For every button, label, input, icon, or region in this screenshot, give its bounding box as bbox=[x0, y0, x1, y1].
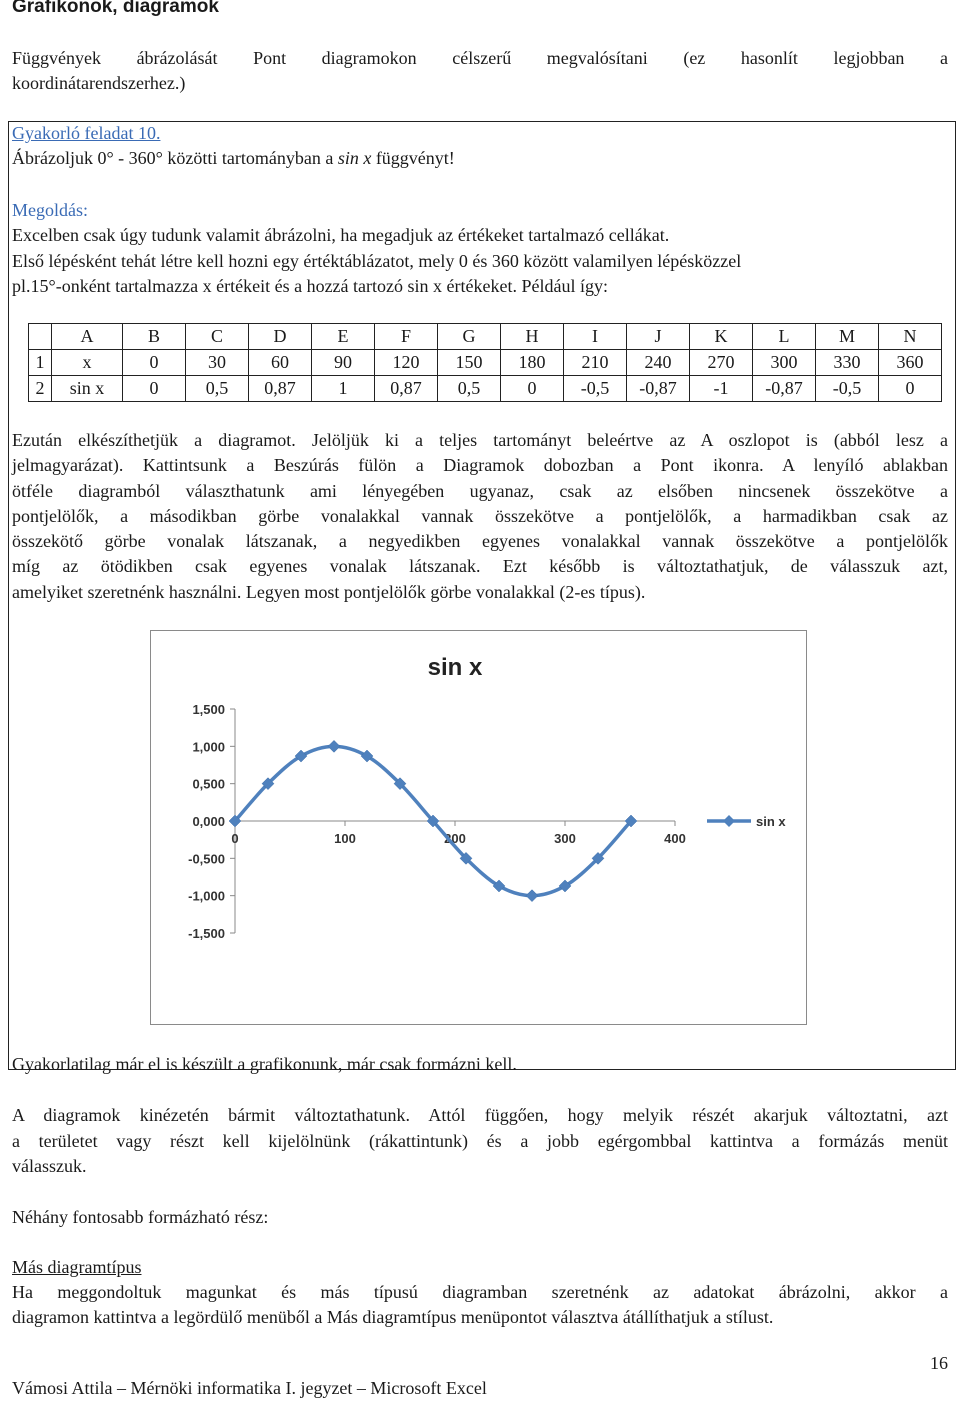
column-header: D bbox=[249, 324, 312, 350]
after-table-line-6: míg az ötödikben csak egyenes vonalak látszanak. Ezt később is változtathatjuk, de válasszuk azt, bbox=[12, 556, 948, 576]
table-cell: 180 bbox=[501, 350, 564, 376]
corner-cell bbox=[29, 324, 52, 350]
table-header-row bbox=[29, 324, 942, 350]
y-tick-label: 0,500 bbox=[192, 776, 225, 792]
x-tick-label: 400 bbox=[664, 831, 686, 846]
column-header: H bbox=[501, 324, 564, 350]
column-header: G bbox=[438, 324, 501, 350]
y-tick-label: 1,000 bbox=[192, 739, 225, 755]
y-tick-label: 1,500 bbox=[192, 702, 225, 717]
after-table-line-2: jelmagyarázat). Kattintsunk a Beszúrás fülön a Diagramok dobozban a Pont ikonra. A lenyíló ablakban bbox=[12, 455, 948, 475]
column-header: K bbox=[690, 324, 753, 350]
intro-line-1: Függvények ábrázolását Pont diagramokon célszerű megvalósítani (ez hasonlít legjobban a bbox=[12, 48, 948, 68]
intro-line-2: koordinátarendszerhez.) bbox=[12, 73, 186, 93]
column-header: N bbox=[879, 324, 942, 350]
table-cell: 0,87 bbox=[375, 376, 438, 402]
table-cell: 0,87 bbox=[249, 376, 312, 402]
after-table-line-7: amelyiket szeretnénk használni. Legyen most pontjelölők görbe vonalakkal (2-es típus). bbox=[12, 582, 646, 602]
para4-line-2: diagramon kattintva a legördülő menüből a Más diagramtípus menüpontot választva átállíthatjuk a stílust. bbox=[12, 1307, 774, 1327]
para2-line-1: A diagramok kinézetén bármit változtathatunk. Attól függően, hogy melyik részét akarjuk változtatni, azt bbox=[12, 1105, 948, 1125]
column-header: J bbox=[627, 324, 690, 350]
legend-label: sin x bbox=[756, 814, 786, 829]
row-number: 2 bbox=[29, 376, 52, 402]
column-header: E bbox=[312, 324, 375, 350]
table-cell: 60 bbox=[249, 350, 312, 376]
table-cell: 210 bbox=[564, 350, 627, 376]
formattable-parts-label: Néhány fontosabb formázható rész: bbox=[12, 1207, 269, 1227]
chart-caption: Gyakorlatilag már el is készült a grafikonunk, már csak formázni kell. bbox=[12, 1054, 517, 1074]
chart-area[interactable] bbox=[150, 630, 807, 1025]
column-header: M bbox=[816, 324, 879, 350]
table-cell: 0 bbox=[879, 376, 942, 402]
data-point-marker bbox=[526, 890, 538, 902]
para2-line-2: a területet vagy részt kell kijelölnünk (rákattintunk) és a jobb egérgombbal kattintva a formázás menüt bbox=[12, 1131, 948, 1151]
after-table-line-5: összekötő görbe vonalak látszanak, a negyedikben egyenes vonalakkal vannak összekötve a pontjelölők bbox=[12, 531, 948, 551]
footer-text: Vámosi Attila – Mérnöki informatika I. jegyzet – Microsoft Excel bbox=[12, 1378, 487, 1398]
table-cell: -0,5 bbox=[816, 376, 879, 402]
column-header: I bbox=[564, 324, 627, 350]
x-tick-label: 0 bbox=[231, 831, 239, 846]
chart-title: sin x bbox=[427, 654, 483, 681]
after-table-line-4: pontjelölők, a másodikban görbe vonalakkal vannak összekötve a pontjelölők, a harmadikban csak az bbox=[12, 506, 948, 526]
table-cell: 0 bbox=[501, 376, 564, 402]
table-cell: -0,87 bbox=[627, 376, 690, 402]
after-table-line-1: Ezután elkészíthetjük a diagramot. Jelöljük ki a teljes tartományt beleértve az A oszlopot is (abból lesz a bbox=[12, 430, 948, 450]
x-tick-label: 300 bbox=[554, 831, 576, 846]
para4-line-1: Ha meggondoltuk magunkat és más típusú diagramban szeretnénk az adatokat ábrázolni, akkor a bbox=[12, 1282, 948, 1302]
table-cell: 240 bbox=[627, 350, 690, 376]
sin-chart-svg bbox=[151, 631, 806, 1024]
exercise-task: Ábrázoljuk 0° - 360° közötti tartományban a sin x függvényt! bbox=[12, 148, 455, 168]
legend-marker bbox=[723, 815, 735, 827]
table-cell: 30 bbox=[186, 350, 249, 376]
x-tick-label: 100 bbox=[334, 831, 356, 846]
value-table bbox=[28, 323, 942, 402]
data-point-marker bbox=[328, 740, 340, 752]
table-cell: 150 bbox=[438, 350, 501, 376]
row-number: 1 bbox=[29, 350, 52, 376]
column-header: C bbox=[186, 324, 249, 350]
table-row bbox=[29, 350, 942, 376]
page-number: 16 bbox=[930, 1353, 948, 1373]
para2-line-3: válasszuk. bbox=[12, 1156, 87, 1176]
table-cell: 0 bbox=[123, 376, 186, 402]
table-cell: 0,5 bbox=[438, 376, 501, 402]
y-tick-label: -1,000 bbox=[188, 888, 225, 904]
table-cell: 90 bbox=[312, 350, 375, 376]
solution-label: Megoldás: bbox=[12, 200, 88, 220]
y-tick-label: 0,000 bbox=[192, 814, 225, 829]
y-tick-label: -0,500 bbox=[188, 851, 225, 867]
column-header: L bbox=[753, 324, 816, 350]
table-cell: 330 bbox=[816, 350, 879, 376]
column-header: A bbox=[52, 324, 123, 350]
table-cell: 0,5 bbox=[186, 376, 249, 402]
x-tick-label: 200 bbox=[444, 831, 466, 846]
y-tick-label: -1,500 bbox=[188, 926, 225, 941]
table-cell: 300 bbox=[753, 350, 816, 376]
solution-line-1: Excelben csak úgy tudunk valamit ábrázolni, ha megadjuk az értékeket tartalmazó cellákat. bbox=[12, 225, 670, 245]
page-heading: Grafikonok, diagramok bbox=[12, 0, 219, 17]
table-cell: -0,5 bbox=[564, 376, 627, 402]
after-table-line-3: ötféle diagramból választhatunk ami lényegében ugyanaz, csak az elsőben nincsenek összekötve a bbox=[12, 481, 948, 501]
table-cell: 270 bbox=[690, 350, 753, 376]
solution-line-2: Első lépésként tehát létre kell hozni egy értéktáblázatot, mely 0 és 360 között valamilyen lépésközzel bbox=[12, 251, 742, 271]
solution-line-3: pl.15°-onként tartalmazza x értékeit és a hozzá tartozó sin x értékeket. Például így: bbox=[12, 276, 608, 296]
table-cell: 360 bbox=[879, 350, 942, 376]
table-cell: x bbox=[52, 350, 123, 376]
column-header: F bbox=[375, 324, 438, 350]
table-cell: sin x bbox=[52, 376, 123, 402]
column-header: B bbox=[123, 324, 186, 350]
table-cell: -1 bbox=[690, 376, 753, 402]
section-title: Más diagramtípus bbox=[12, 1257, 142, 1277]
table-cell: 1 bbox=[312, 376, 375, 402]
table-cell: 0 bbox=[123, 350, 186, 376]
table-cell: -0,87 bbox=[753, 376, 816, 402]
table-cell: 120 bbox=[375, 350, 438, 376]
exercise-title: Gyakorló feladat 10. bbox=[12, 123, 161, 143]
table-row bbox=[29, 376, 942, 402]
